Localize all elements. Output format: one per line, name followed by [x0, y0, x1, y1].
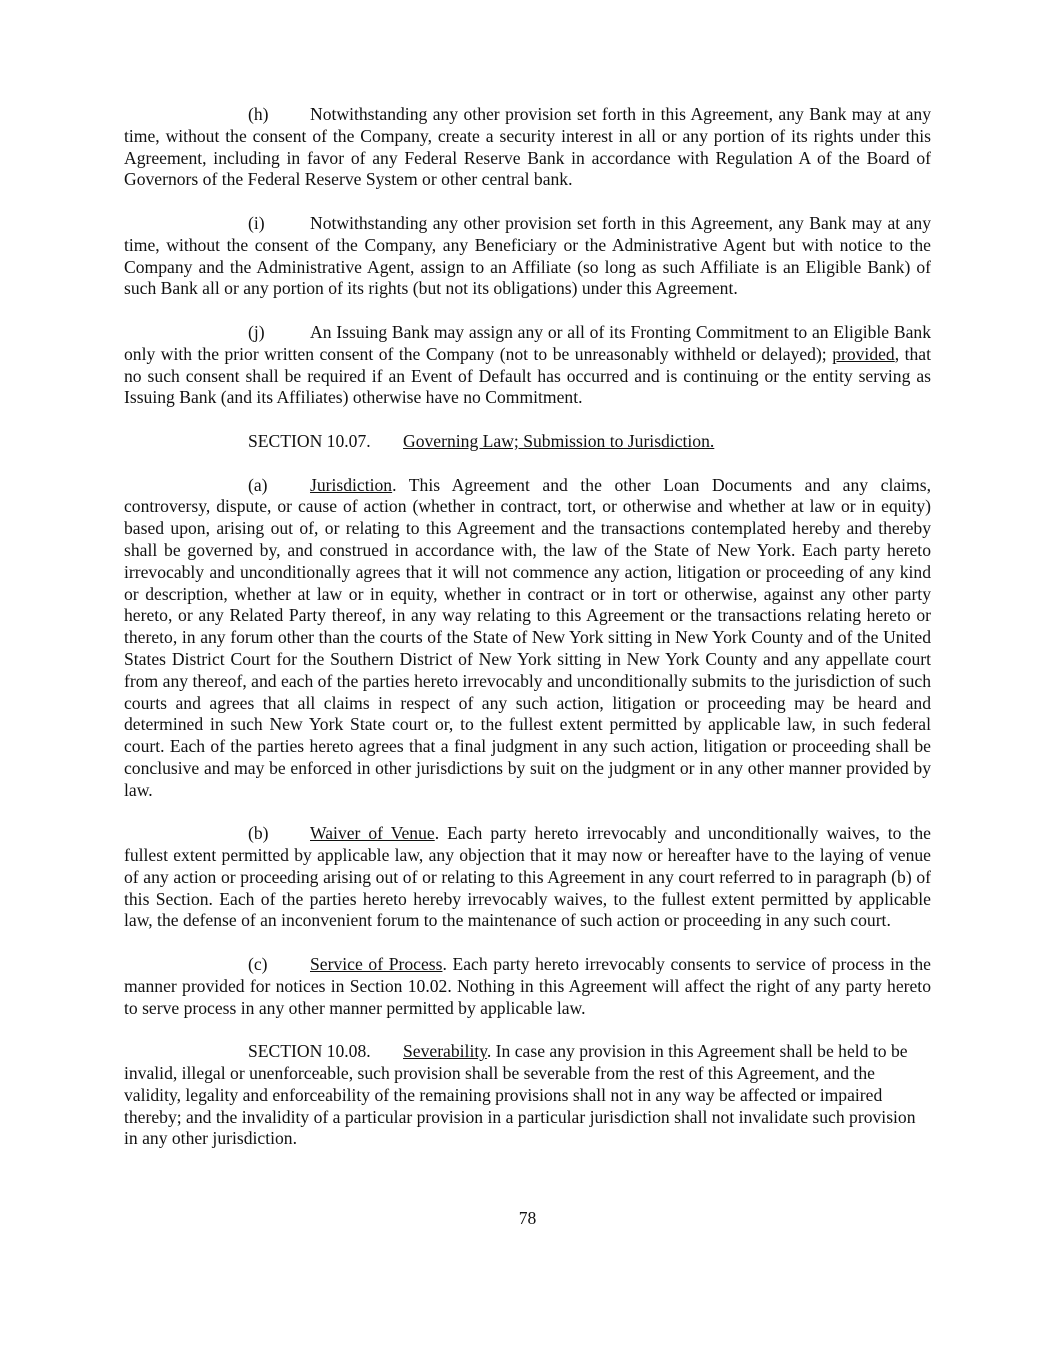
section-number: SECTION 10.07. — [248, 430, 371, 451]
paragraph-heading: Waiver of Venue — [310, 823, 435, 844]
document-page — [124, 104, 931, 1172]
section-title: Severability — [403, 1041, 487, 1062]
paragraph-text: Notwithstanding any other provision set forth in this Agreement, any Bank may at any time, without the consent of the Company, any Beneficiary or the Administrative Agent but with notice to the Company and the Administrative Agent, assign to an Affiliate (so long as such Affiliate is an Eligible Bank) of such Bank all or any portion of its rights (but not its obligations) under this Agreement. — [124, 212, 931, 299]
paragraph-i — [124, 213, 931, 300]
paragraph-text: An Issuing Bank may assign any or all of its Fronting Commitment to an Eligible Bank only with the prior written consent of the Company (not to be unreasonably withheld or delayed); — [124, 321, 931, 364]
paragraph-heading: Service of Process — [310, 954, 443, 975]
section-10-07-heading — [124, 431, 931, 453]
page-number: 78 — [518, 1208, 537, 1228]
paragraph-label: (h) — [248, 104, 269, 124]
paragraph-text: . Each party hereto irrevocably consents to service of process in the manner provided for notices in Section 10.02. Nothing in this Agreement will affect the right of any party hereto to serve process in any other manner permitted by applicable law. — [124, 954, 931, 1018]
paragraph-text: Notwithstanding any other provision set forth in this Agreement, any Bank may at any time, without the consent of the Company, create a security interest in all or any portion of its rights under this Agreement, including in favor of any Federal Reserve Bank in accordance with Regulation A of the Board of Governors of the Federal Reserve System or other central bank. — [124, 104, 931, 190]
section-10-08-severability — [124, 1041, 931, 1150]
section-number: SECTION 10.08. — [248, 1041, 371, 1062]
paragraph-heading: Jurisdiction — [310, 474, 393, 495]
paragraph-text: . This Agreement and the other Loan Documents and any claims, controversy, dispute, or cause of action (whether in contract, tort, or otherwise and whether at law or in equity) based upon, arising out of, or relating to this Agreement and the transactions contemplated hereby and thereby shall be governed by, and construed in accordance with, the law of the State of New York. Each party hereto irrevocably and unconditionally agrees that it will not commence any action, litigation or proceeding of any kind or description, whether at law or in equity, whether in contract or in tort or otherwise, against any other party hereto, or any Related Party thereof, in any way relating to this Agreement or the transactions relating hereto or thereto, in any forum other than the courts of the State of New York sitting in New York County and of the United States District Court for the Southern District of New York sitting in New York County and any appellate court from any thereof, and each of the parties hereto irrevocably and unconditionally submits to the jurisdiction of such courts and agrees that all claims in respect of any such action, litigation or proceeding may be heard and determined in such New York State court or, to the fullest extent permitted by applicable law, in such federal court. Each of the parties hereto agrees that a final judgment in any such action, litigation or proceeding shall be conclusive and may be enforced in other jurisdictions by suit on the judgment or in any other manner provided by law. — [124, 474, 931, 800]
paragraph-label: (a) — [248, 474, 268, 495]
section-title: Governing Law; Submission to Jurisdiction. — [403, 430, 715, 451]
paragraph-j — [124, 322, 931, 409]
paragraph-label: (b) — [248, 823, 269, 844]
paragraph-text: . In case any provision in this Agreement shall be held to be invalid, illegal or unenforceable, such provision shall be severable from the rest of this Agreement, and the validity, legality and enforceability of the remaining provisions shall not in any way be affected or impaired thereby; and the invalidity of a particular provision in a particular jurisdiction shall not invalidate such provision in any other jurisdiction. — [124, 1041, 916, 1149]
paragraph-h — [124, 104, 931, 191]
paragraph-label: (j) — [248, 321, 265, 342]
paragraph-label: (c) — [248, 954, 268, 975]
paragraph-a-jurisdiction — [124, 475, 931, 802]
provided-term: provided — [832, 343, 895, 364]
paragraph-label: (i) — [248, 212, 265, 233]
paragraph-text: , that no such consent shall be required if an Event of Default has occurred and is continuing or the entity serving as Issuing Bank (and its Affiliates) otherwise have no Commitment. — [124, 343, 931, 408]
paragraph-c-service-of-process — [124, 954, 931, 1019]
paragraph-text: . Each party hereto irrevocably and unconditionally waives, to the fullest extent permitted by applicable law, any objection that it may now or hereafter have to the laying of venue of any action or proceeding arising out of or relating to this Agreement in any court referred to in paragraph (b) of this Section. Each of the parties hereto hereby irrevocably waives, to the fullest extent permitted by applicable law, the defense of an inconvenient forum to the maintenance of such action or proceeding in any such court. — [124, 823, 931, 931]
paragraph-b-waiver-of-venue — [124, 823, 931, 932]
